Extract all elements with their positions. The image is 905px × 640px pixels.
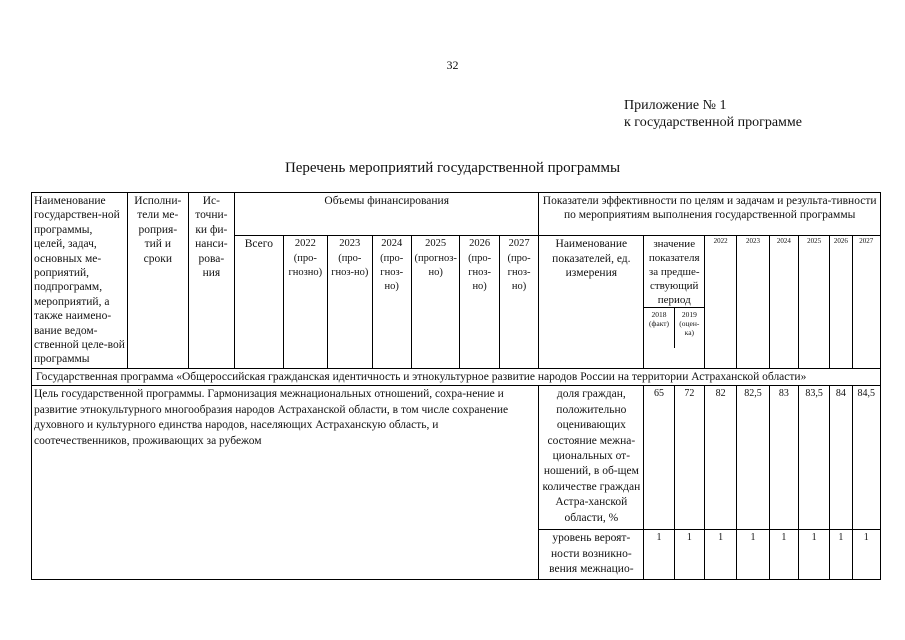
indicator-2-name: уровень вероят-ности возникно-вения межнацио- [539, 530, 644, 579]
header-ind-year-2025: 2025 [798, 236, 829, 369]
header-ind-year-2024: 2024 [769, 236, 798, 369]
activities-table [31, 192, 881, 580]
indicator-2-value-2025: 1 [798, 530, 829, 579]
indicator-1-value-2023: 82,5 [737, 386, 769, 530]
header-total: Всего [235, 236, 284, 369]
header-ind-year-2026: 2026 [830, 236, 852, 369]
indicator-1-value-2027: 84,5 [852, 386, 880, 530]
header-financing: Объемы финансирования [235, 193, 539, 236]
indicator-2-value-2022: 1 [705, 530, 737, 579]
header-prev-2018: 2018 (факт) [644, 308, 674, 348]
indicator-1-value-2018: 65 [644, 386, 674, 530]
appendix-line-1: Приложение № 1 [624, 98, 727, 113]
header-sources: Ис-точни-ки фи-нанси-рова-ния [188, 193, 234, 369]
header-indicator-name: Наименование показателей, ед. измерения [539, 236, 644, 369]
header-prev-period [644, 236, 705, 369]
appendix-line-2: к государственной программе [624, 115, 802, 130]
indicator-1-value-2024: 83 [769, 386, 798, 530]
indicator-2-value-2026: 1 [830, 530, 852, 579]
indicator-2-value-2018: 1 [644, 530, 674, 579]
indicator-1-value-2026: 84 [830, 386, 852, 530]
indicator-2-value-2024: 1 [769, 530, 798, 579]
document-title: Перечень мероприятий государственной программы [284, 160, 621, 176]
header-year-2022: 2022 (про-гнозно) [283, 236, 327, 369]
header-year-2025: 2025 (прогноз-но) [411, 236, 460, 369]
header-indicators: Показатели эффективности по целям и задачам и результа-тивности по мероприятиям выполнения государственной программы [539, 193, 881, 236]
indicator-1-value-2025: 83,5 [798, 386, 829, 530]
header-year-2023: 2023 (про-гноз-но) [328, 236, 372, 369]
page-number: 32 [446, 58, 459, 72]
header-ind-year-2023: 2023 [737, 236, 769, 369]
program-title-row: Государственная программа «Общероссийская гражданская идентичность и этнокультурное развитие народов России на территории Астраханской области» [32, 368, 881, 385]
header-executors: Исполни-тели ме-роприя-тий и сроки [128, 193, 189, 369]
header-program-name: Наименование государствен-ной программы, целей, задач, основных ме-роприятий, подпрограмм, мероприятий, а также наимено-вание ведом-ственной целе-вой программы [32, 193, 128, 369]
header-prev-2019: 2019 (оцен-ка) [679, 310, 700, 338]
header-prev-value: значение показателя за предше-ствующий период [644, 236, 704, 308]
header-ind-year-2022: 2022 [705, 236, 737, 369]
indicator-1-value-2019: 72 [674, 386, 704, 530]
header-year-2024: 2024 (про-гноз-но) [372, 236, 411, 369]
indicator-2-value-2019: 1 [674, 530, 704, 579]
indicator-1-name: доля граждан, положительно оценивающих состояние межна-циональных от-ношений, в об-щем количестве граждан Астра-ханской области, % [539, 386, 644, 530]
indicator-2-value-2023: 1 [737, 530, 769, 579]
appendix-heading [624, 97, 802, 131]
indicator-1-value-2022: 82 [705, 386, 737, 530]
indicator-2-value-2027: 1 [852, 530, 880, 579]
header-ind-year-2027: 2027 [852, 236, 880, 369]
header-year-2026: 2026 (про-гноз-но) [460, 236, 499, 369]
goal-text: Цель государственной программы. Гармонизация межнациональных отношений, сохра-нение и развитие этнокультурного многообразия народов Астраханской области, в том числе сохранение духовного и культурного единства народов, населяющих Астраханскую область, и соотечественников, проживающих за рубежом [32, 386, 539, 579]
header-year-2027: 2027 (про-гноз-но) [499, 236, 538, 369]
